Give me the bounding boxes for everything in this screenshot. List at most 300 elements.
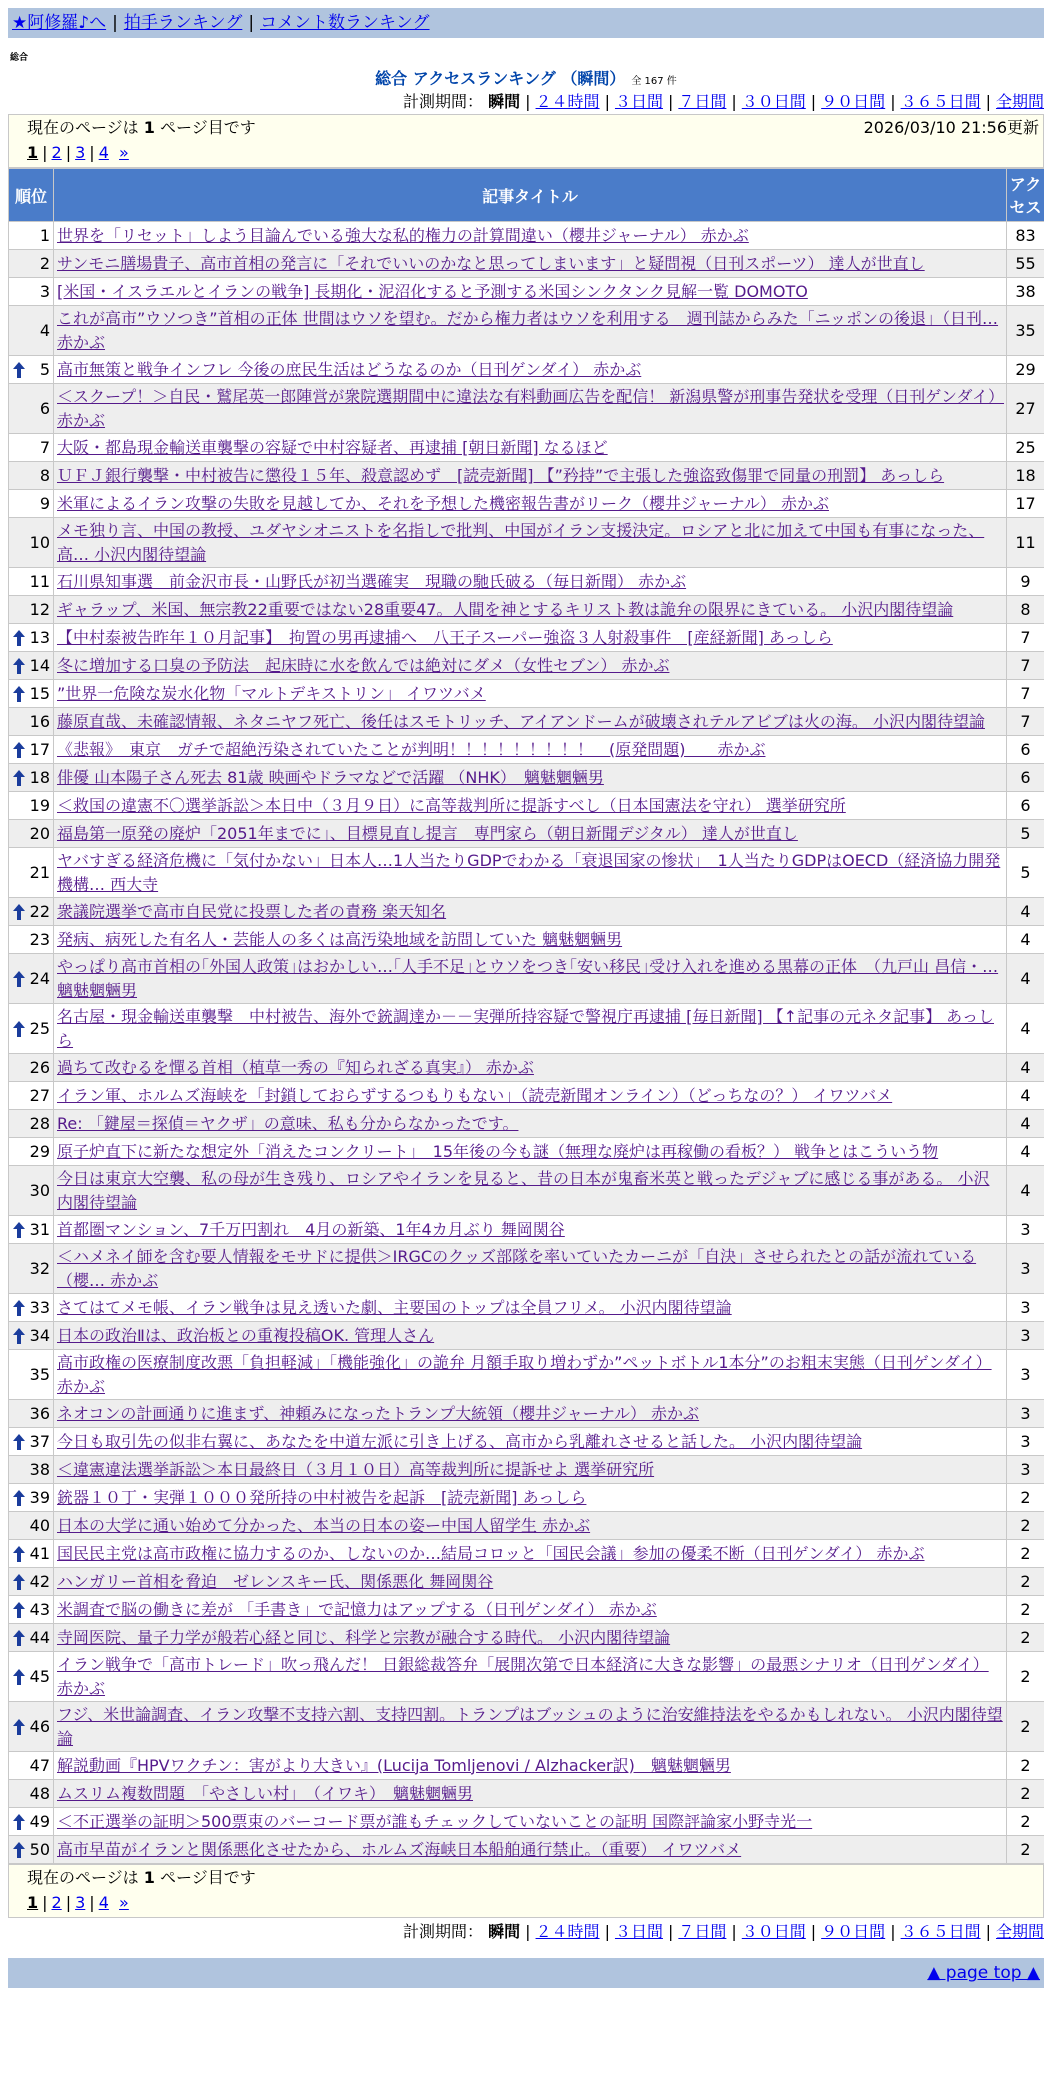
rank-up-arrow-icon: [12, 685, 26, 703]
rank-cell: [9, 680, 54, 708]
top-nav: [8, 8, 1044, 38]
rank-cell: [9, 1110, 54, 1138]
rank-number: 41: [30, 1544, 50, 1563]
period-option-all[interactable]: 全期間: [996, 1922, 1044, 1941]
article-title-link[interactable]: 高市無策と戦争インフレ 今後の庶民生活はどうなるのか（日刊ゲンダイ） 赤かぶ: [57, 360, 641, 379]
period-option-30d[interactable]: ３０日間: [742, 1922, 806, 1941]
rank-number: 36: [30, 1404, 50, 1423]
rank-cell: [9, 1836, 54, 1864]
table-row: [9, 1244, 1044, 1294]
table-row: [9, 222, 1044, 250]
period-option-7d[interactable]: ７日間: [678, 92, 726, 111]
article-title-link[interactable]: 高市政権の医療制度改悪「負担軽減」「機能強化」の詭弁 月額手取り増わずか”ペットボトル1本分”のお粗末実態（日刊ゲンダイ） 赤かぶ: [57, 1353, 992, 1396]
period-label: 計測期間：: [403, 1922, 483, 1941]
rank-cell: [9, 926, 54, 954]
article-title-link[interactable]: メモ独り言、中国の教授、ユダヤシオニストを名指しで批判、中国がイラン支援決定。ロシアと北に加えて中国も有事になった、高… 小沢内閣待望論: [57, 521, 984, 564]
footer-bar: [8, 1958, 1044, 1988]
page-link-4[interactable]: 4: [99, 143, 109, 162]
rank-cell: [9, 596, 54, 624]
rank-number: 10: [30, 533, 50, 552]
rank-number: 37: [30, 1432, 50, 1451]
page-link-4[interactable]: 4: [99, 1893, 109, 1912]
article-title-link[interactable]: 俳優 山本陽子さん死去 81歳 映画やドラマなどで活躍 （NHK） 魑魅魍魎男: [57, 768, 604, 787]
article-title-link[interactable]: 今日も取引先の似非右翼に、あなたを中道左派に引き上げる、高市から乳離れさせると話した。 小沢内閣待望論: [57, 1432, 862, 1451]
rank-number: 19: [30, 796, 50, 815]
access-count: 4: [1007, 1004, 1044, 1054]
table-row: [9, 462, 1044, 490]
access-count: 4: [1007, 1054, 1044, 1082]
table-row: [9, 1004, 1044, 1054]
table-row: [9, 1322, 1044, 1350]
article-title-link[interactable]: 米軍によるイラン攻撃の失敗を見越してか、それを予想した機密報告書がリーク（櫻井ジャーナル） 赤かぶ: [57, 494, 829, 513]
access-count: 5: [1007, 820, 1044, 848]
article-title-link[interactable]: ムスリム複数問題 「やさしい村」 （イワキ） 魑魅魍魎男: [57, 1784, 473, 1803]
rank-number: 27: [30, 1086, 50, 1105]
article-title-link[interactable]: ＵＦＪ銀行襲撃・中村被告に懲役１５年、殺意認めず [読売新聞] 【”矜持”で主張した強盗致傷罪で同量の刑罰】 あっしら: [57, 466, 944, 485]
rank-cell: [9, 736, 54, 764]
table-row: [9, 1652, 1044, 1702]
access-count: 3: [1007, 1294, 1044, 1322]
table-row: [9, 356, 1044, 384]
rank-cell: [9, 652, 54, 680]
table-row: [9, 1484, 1044, 1512]
rank-up-arrow-icon: [12, 1573, 26, 1591]
article-title-link[interactable]: ＜不正選挙の証明＞500票束のバーコード票が誰もチェックしていないことの証明 国際評論家小野寺光一: [57, 1812, 812, 1831]
article-title-link[interactable]: 寺岡医院、量子力学が般若心経と同じ、科学と宗教が融合する時代。 小沢内閣待望論: [57, 1628, 670, 1647]
rank-cell: [9, 1702, 54, 1752]
rank-cell: [9, 898, 54, 926]
rank-cell: [9, 490, 54, 518]
table-row: [9, 1110, 1044, 1138]
article-title-link[interactable]: ＜スクープ！＞自民・鷲尾英一郎陣営が衆院選期間中に違法な有料動画広告を配信！ 新潟県警が刑事告発状を受理（日刊ゲンダイ） 赤かぶ: [57, 387, 1004, 430]
access-count: 4: [1007, 954, 1044, 1004]
title-cell: [54, 1004, 1007, 1054]
heading: [8, 68, 1044, 90]
page: [8, 8, 1044, 1988]
rank-cell: [9, 384, 54, 434]
access-count: 8: [1007, 596, 1044, 624]
nav-link-comment-ranking[interactable]: コメント数ランキング: [260, 13, 430, 33]
rank-cell: [9, 306, 54, 356]
access-count: 3: [1007, 1322, 1044, 1350]
access-count: 7: [1007, 680, 1044, 708]
category-label: 総合: [10, 50, 1044, 62]
rank-number: 46: [30, 1717, 50, 1736]
rank-cell: [9, 708, 54, 736]
period-selector-top: 計測期間： 瞬間 | ２４時間 | ３日間 | ７日間 | ３０日間 | ９０日間 | ３６５日間 | 全期間: [8, 90, 1044, 114]
article-title-link[interactable]: 大阪・都島現金輸送車襲撃の容疑で中村容疑者、再逮捕 [朝日新聞] なるほど: [57, 438, 608, 457]
table-row: [9, 624, 1044, 652]
title-cell: [54, 764, 1007, 792]
title-cell: [54, 1400, 1007, 1428]
rank-number: 35: [30, 1365, 50, 1384]
access-count: 6: [1007, 792, 1044, 820]
title-cell: [54, 736, 1007, 764]
table-row: [9, 250, 1044, 278]
period-label: 計測期間：: [403, 92, 483, 111]
period-option-24h[interactable]: ２４時間: [536, 92, 600, 111]
title-cell: [54, 820, 1007, 848]
page-next[interactable]: »: [119, 143, 129, 162]
rank-cell: [9, 1540, 54, 1568]
rank-up-arrow-icon: [12, 1489, 26, 1507]
table-row: [9, 764, 1044, 792]
access-count: 7: [1007, 708, 1044, 736]
rank-number: 42: [30, 1572, 50, 1591]
rank-number: 48: [30, 1784, 50, 1803]
rank-cell: [9, 1624, 54, 1652]
rank-cell: [9, 1166, 54, 1216]
rank-number: 26: [30, 1058, 50, 1077]
article-title-link[interactable]: ”世界一危険な炭水化物「マルトデキストリン」 イワツバメ: [57, 684, 486, 703]
table-row: [9, 1752, 1044, 1780]
table-row: [9, 490, 1044, 518]
article-title-link[interactable]: 福島第一原発の廃炉「2051年までに」、目標見直し提言 専門家ら（朝日新聞デジタル） 達人が世直し: [57, 824, 798, 843]
title-cell: [54, 1752, 1007, 1780]
article-title-link[interactable]: 銃器１０丁・実弾１０００発所持の中村被告を起訴 [読売新聞] あっしら: [57, 1488, 586, 1507]
table-row: [9, 1138, 1044, 1166]
rank-number: 34: [30, 1326, 50, 1345]
table-row: [9, 596, 1044, 624]
rank-cell: [9, 434, 54, 462]
access-count: 55: [1007, 250, 1044, 278]
access-count: 5: [1007, 848, 1044, 898]
total-count: 全 167 件: [631, 76, 676, 87]
article-title-link[interactable]: 高市早苗がイランと関係悪化させたから、ホルムズ海峡日本船舶通行禁止。（重要） イワツバメ: [57, 1840, 741, 1859]
article-title-link[interactable]: これが高市”ウソつき”首相の正体 世間はウソを望む。だから権力者はウソを利用する 週刊誌からみた「ニッポンの後退」（日刊… 赤かぶ: [57, 309, 998, 352]
article-title-link[interactable]: 解説動画『HPVワクチン：害がより大きい』(Lucija Tomljenovi / Alzhacker訳) 魑魅魍魎男: [57, 1756, 731, 1775]
page-link-2[interactable]: 2: [52, 143, 62, 162]
rank-number: 32: [30, 1259, 50, 1278]
access-count: 2: [1007, 1568, 1044, 1596]
col-header-access: アクセス: [1007, 169, 1044, 222]
rank-number: 9: [40, 494, 50, 513]
rank-cell: [9, 1082, 54, 1110]
page-current: 1: [27, 143, 38, 162]
period-option-365d[interactable]: ３６５日間: [901, 92, 981, 111]
article-title-link[interactable]: さてはてメモ帳、イラン戦争は見え透いた劇、主要国のトップは全員フリメ。 小沢内閣待望論: [57, 1298, 732, 1317]
rank-up-arrow-icon: [12, 629, 26, 647]
title-cell: [54, 1082, 1007, 1110]
article-title-link[interactable]: ヤバすぎる経済危機に「気付かない」日本人…1人当たりGDPでわかる「衰退国家の惨状」 1人当たりGDPはOECD（経済協力開発機構… 西大寺: [57, 851, 1000, 894]
table-row: [9, 708, 1044, 736]
nav-link-asyura[interactable]: ★阿修羅♪へ: [12, 13, 106, 33]
access-count: 2: [1007, 1596, 1044, 1624]
table-row: [9, 898, 1044, 926]
title-cell: [54, 1624, 1007, 1652]
rank-cell: [9, 1652, 54, 1702]
rank-up-arrow-icon: [12, 1327, 26, 1345]
article-title-link[interactable]: 原子炉直下に新たな想定外「消えたコンクリート」 15年後の今も謎（無理な廃炉は再稼働の看板？） 戦争とはこういう物: [57, 1142, 938, 1161]
access-count: 2: [1007, 1752, 1044, 1780]
article-title-link[interactable]: 米調査で脳の働きに差が 「手書き」で記憶力はアップする（日刊ゲンダイ） 赤かぶ: [57, 1600, 657, 1619]
rank-up-arrow-icon: [12, 970, 26, 988]
period-option-3d[interactable]: ３日間: [615, 1922, 663, 1941]
title-cell: [54, 384, 1007, 434]
access-count: 3: [1007, 1244, 1044, 1294]
title-cell: [54, 434, 1007, 462]
rank-number: 16: [30, 712, 50, 731]
article-title-link[interactable]: [米国・イスラエルとイランの戦争] 長期化・泥沼化すると予測する米国シンクタンク見解一覧 DOMOTO: [57, 282, 808, 301]
title-cell: [54, 222, 1007, 250]
title-cell: [54, 1428, 1007, 1456]
page-title: 総合 アクセスランキング （瞬間）: [375, 69, 625, 88]
rank-number: 5: [40, 360, 50, 379]
title-cell: [54, 1294, 1007, 1322]
period-option-7d[interactable]: ７日間: [678, 1922, 726, 1941]
page-status: 現在のページは 1 ページ目です: [27, 1865, 1043, 1891]
page-link-2[interactable]: 2: [52, 1893, 62, 1912]
access-count: 3: [1007, 1216, 1044, 1244]
rank-number: 18: [30, 768, 50, 787]
article-title-link[interactable]: フジ、米世論調査、イラン攻撃不支持六割、支持四割。トランプはブッシュのように治安維持法をやるかもしれない。 小沢内閣待望論: [57, 1705, 1003, 1748]
title-cell: [54, 624, 1007, 652]
article-title-link[interactable]: 発病、病死した有名人・芸能人の多くは高汚染地域を訪問していた 魑魅魍魎男: [57, 930, 622, 949]
table-row: [9, 1166, 1044, 1216]
rank-number: 40: [30, 1516, 50, 1535]
article-title-link[interactable]: ＜違憲違法選挙訴訟＞本日最終日（３月１０日）高等裁判所に提訴せよ 選挙研究所: [57, 1460, 654, 1479]
rank-cell: [9, 848, 54, 898]
rank-up-arrow-icon: [12, 1841, 26, 1859]
table-row: [9, 518, 1044, 568]
access-count: 25: [1007, 434, 1044, 462]
access-count: 2: [1007, 1624, 1044, 1652]
rank-number: 28: [30, 1114, 50, 1133]
title-cell: [54, 462, 1007, 490]
page-links: 1 | 2 | 3 | 4 »: [27, 141, 1031, 167]
access-count: 35: [1007, 306, 1044, 356]
title-cell: [54, 1540, 1007, 1568]
rank-up-arrow-icon: [12, 1629, 26, 1647]
access-count: 2: [1007, 1702, 1044, 1752]
col-header-rank: 順位: [9, 169, 54, 222]
rank-number: 6: [40, 399, 50, 418]
col-header-title: 記事タイトル: [54, 169, 1007, 222]
title-cell: [54, 1216, 1007, 1244]
page-status: 現在のページは 1 ページ目です: [27, 115, 1031, 141]
rank-number: 43: [30, 1600, 50, 1619]
title-cell: [54, 1244, 1007, 1294]
nav-separator: |: [106, 13, 124, 33]
access-count: 7: [1007, 624, 1044, 652]
rank-cell: [9, 1004, 54, 1054]
access-count: 17: [1007, 490, 1044, 518]
access-count: 18: [1007, 462, 1044, 490]
rank-cell: [9, 518, 54, 568]
period-option-90d[interactable]: ９０日間: [821, 1922, 885, 1941]
access-count: 38: [1007, 278, 1044, 306]
page-link-3[interactable]: 3: [75, 143, 85, 162]
rank-cell: [9, 1752, 54, 1780]
access-count: 4: [1007, 898, 1044, 926]
rank-number: 23: [30, 930, 50, 949]
title-cell: [54, 1138, 1007, 1166]
rank-number: 39: [30, 1488, 50, 1507]
article-title-link[interactable]: 日本の大学に通い始めて分かった、本当の日本の姿ー中国人留学生 赤かぶ: [57, 1516, 590, 1535]
title-cell: [54, 1780, 1007, 1808]
rank-cell: [9, 1808, 54, 1836]
table-row: [9, 1428, 1044, 1456]
article-title-link[interactable]: 藤原直哉、未確認情報、ネタニヤフ死亡、後任はスモトリッチ、アイアンドームが破壊されテルアビブは火の海。 小沢内閣待望論: [57, 712, 985, 731]
table-row: [9, 278, 1044, 306]
period-option-24h[interactable]: ２４時間: [536, 1922, 600, 1941]
title-cell: [54, 278, 1007, 306]
article-title-link[interactable]: 日本の政治Ⅱは、政治板との重複投稿OK. 管理人さん: [57, 1326, 434, 1345]
title-cell: [54, 306, 1007, 356]
rank-up-arrow-icon: [12, 1718, 26, 1736]
access-count: 83: [1007, 222, 1044, 250]
rank-cell: [9, 1294, 54, 1322]
rank-number: 25: [30, 1019, 50, 1038]
nav-separator: |: [242, 13, 260, 33]
article-title-link[interactable]: イラン戦争で「高市トレード」吹っ飛んだ！ 日銀総裁答弁「展開次第で日本経済に大きな影響」の最悪シナリオ（日刊ゲンダイ） 赤かぶ: [57, 1655, 989, 1698]
access-count: 3: [1007, 1428, 1044, 1456]
title-cell: [54, 490, 1007, 518]
page-next[interactable]: »: [119, 1893, 129, 1912]
period-option-90d[interactable]: ９０日間: [821, 92, 885, 111]
article-title-link[interactable]: 世界を「リセット」しよう目論んでいる強大な私的権力の計算間違い（櫻井ジャーナル） 赤かぶ: [57, 226, 749, 245]
table-row: [9, 1624, 1044, 1652]
rank-up-arrow-icon: [12, 1545, 26, 1563]
rank-number: 13: [30, 628, 50, 647]
rank-up-arrow-icon: [12, 1601, 26, 1619]
period-option-365d[interactable]: ３６５日間: [901, 1922, 981, 1941]
rank-cell: [9, 568, 54, 596]
article-title-link[interactable]: イラン軍、ホルムズ海峡を「封鎖しておらずするつもりもない」（読売新聞オンライン）（どっちなの？） イワツバメ: [57, 1086, 892, 1105]
access-count: 4: [1007, 1110, 1044, 1138]
table-row: [9, 384, 1044, 434]
article-title-link[interactable]: 首都圏マンション、7千万円割れ 4月の新築、1年4カ月ぶり 舞岡関谷: [57, 1220, 565, 1239]
rank-number: 31: [30, 1220, 50, 1239]
title-cell: [54, 792, 1007, 820]
title-cell: [54, 1808, 1007, 1836]
rank-cell: [9, 1512, 54, 1540]
title-cell: [54, 898, 1007, 926]
rank-cell: [9, 1138, 54, 1166]
title-cell: [54, 1110, 1007, 1138]
article-title-link[interactable]: ギャラップ、米国、無宗教22重要ではない28重要47。人間を神とするキリスト教は詭弁の限界にきている。 小沢内閣待望論: [57, 600, 953, 619]
page-top-link[interactable]: ▲ page top ▲: [927, 1963, 1040, 1983]
article-title-link[interactable]: やっぱり高市首相の｢外国人政策｣はおかしい…｢人手不足｣とウソをつき｢安い移民｣受け入れを進める黒幕の正体 （九戸山 昌信・… 魑魅魍魎男: [57, 957, 998, 1000]
table-row: [9, 568, 1044, 596]
title-cell: [54, 1456, 1007, 1484]
rank-cell: [9, 250, 54, 278]
period-option-30d[interactable]: ３０日間: [742, 92, 806, 111]
article-title-link[interactable]: Re: 「鍵屋＝探偵＝ヤクザ」の意味、私も分からなかったです。: [57, 1114, 518, 1133]
updated-timestamp: 2026/03/10 21:56更新: [864, 115, 1039, 141]
table-header-row: [9, 169, 1044, 222]
rank-number: 12: [30, 600, 50, 619]
article-title-link[interactable]: ＜救国の違憲不〇選挙訴訟＞本日中（３月９日）に高等裁判所に提訴すべし（日本国憲法を守れ） 選挙研究所: [57, 796, 846, 815]
title-cell: [54, 926, 1007, 954]
rank-cell: [9, 1596, 54, 1624]
access-count: 6: [1007, 764, 1044, 792]
title-cell: [54, 1836, 1007, 1864]
article-title-link[interactable]: 衆議院選挙で高市自民党に投票した者の責務 楽天知名: [57, 902, 446, 921]
pager-top: [8, 114, 1044, 168]
rank-number: 7: [40, 438, 50, 457]
title-cell: [54, 1054, 1007, 1082]
access-count: 27: [1007, 384, 1044, 434]
article-title-link[interactable]: 今日は東京大空襲、私の母が生き残り、ロシアやイランを見ると、昔の日本が鬼畜米英と戦ったデジャブに感じる事がある。 小沢内閣待望論: [57, 1169, 989, 1212]
rank-up-arrow-icon: [12, 361, 26, 379]
rank-number: 3: [40, 282, 50, 301]
rank-cell: [9, 1484, 54, 1512]
title-cell: [54, 1652, 1007, 1702]
article-title-link[interactable]: 名古屋・現金輸送車襲撃 中村被告、海外で銃調達か－－実弾所持容疑で警視庁再逮捕 [毎日新聞] 【↑記事の元ネタ記事】 あっしら: [57, 1007, 994, 1050]
rank-number: 24: [30, 969, 50, 988]
table-row: [9, 820, 1044, 848]
rank-number: 45: [30, 1667, 50, 1686]
table-row: [9, 1808, 1044, 1836]
access-count: 2: [1007, 1808, 1044, 1836]
rank-cell: [9, 1568, 54, 1596]
rank-cell: [9, 222, 54, 250]
title-cell: [54, 356, 1007, 384]
rank-number: 20: [30, 824, 50, 843]
rank-up-arrow-icon: [12, 1668, 26, 1686]
rank-up-arrow-icon: [12, 657, 26, 675]
period-option-3d[interactable]: ３日間: [615, 92, 663, 111]
rank-cell: [9, 356, 54, 384]
rank-number: 30: [30, 1181, 50, 1200]
article-title-link[interactable]: 【中村泰被告昨年１０月記事】 拘置の男再逮捕へ 八王子スーパー強盗３人射殺事件 [産経新聞] あっしら: [57, 628, 833, 647]
table-row: [9, 652, 1044, 680]
access-count: 4: [1007, 926, 1044, 954]
article-title-link[interactable]: 過ちて改むるを憚る首相（植草一秀の『知られざる真実』） 赤かぶ: [57, 1058, 534, 1077]
table-row: [9, 792, 1044, 820]
table-row: [9, 434, 1044, 462]
article-title-link[interactable]: サンモニ膳場貴子、高市首相の発言に「それでいいのかなと思ってしまいます」と疑問視（日刊スポーツ） 達人が世直し: [57, 254, 925, 273]
article-title-link[interactable]: ＜ハメネイ師を含む要人情報をモサドに提供＞IRGCのクッズ部隊を率いていたカーニが「自決」させられたとの話が流れている（櫻… 赤かぶ: [57, 1247, 976, 1290]
rank-up-arrow-icon: [12, 1433, 26, 1451]
access-count: 2: [1007, 1652, 1044, 1702]
table-row: [9, 954, 1044, 1004]
title-cell: [54, 1702, 1007, 1752]
rank-cell: [9, 278, 54, 306]
article-title-link[interactable]: 《悲報》 東京 ガチで超絶汚染されていたことが判明！！！！！！！！！ (原発問題) 赤かぶ: [57, 740, 766, 759]
rank-up-arrow-icon: [12, 1813, 26, 1831]
table-row: [9, 1568, 1044, 1596]
access-count: 2: [1007, 1836, 1044, 1864]
title-cell: [54, 1596, 1007, 1624]
access-count: 3: [1007, 1350, 1044, 1400]
rank-number: 4: [40, 321, 50, 340]
rank-number: 50: [30, 1840, 50, 1859]
page-link-3[interactable]: 3: [75, 1893, 85, 1912]
title-cell: [54, 708, 1007, 736]
article-title-link[interactable]: ハンガリー首相を脅迫 ゼレンスキー氏、関係悪化 舞岡関谷: [57, 1572, 493, 1591]
table-row: [9, 1216, 1044, 1244]
access-count: 3: [1007, 1456, 1044, 1484]
article-title-link[interactable]: ネオコンの計画通りに進まず、神頼みになったトランプ大統領（櫻井ジャーナル） 赤かぶ: [57, 1404, 699, 1423]
period-option-all[interactable]: 全期間: [996, 92, 1044, 111]
title-cell: [54, 1568, 1007, 1596]
table-row: [9, 1294, 1044, 1322]
nav-link-clap-ranking[interactable]: 拍手ランキング: [124, 13, 243, 33]
access-count: 29: [1007, 356, 1044, 384]
article-title-link[interactable]: 石川県知事選 前金沢市長・山野氏が初当選確実 現職の馳氏破る（毎日新聞） 赤かぶ: [57, 572, 686, 591]
title-cell: [54, 1512, 1007, 1540]
article-title-link[interactable]: 冬に増加する口臭の予防法 起床時に水を飲んでは絶対にダメ（女性セブン） 赤かぶ: [57, 656, 669, 675]
article-title-link[interactable]: 国民民主党は高市政権に協力するのか、しないのか…結局コロッと「国民会議」参加の優柔不断（日刊ゲンダイ） 赤かぶ: [57, 1544, 925, 1563]
rank-cell: [9, 954, 54, 1004]
access-count: 7: [1007, 652, 1044, 680]
access-count: 3: [1007, 1400, 1044, 1428]
rank-cell: [9, 1428, 54, 1456]
title-cell: [54, 250, 1007, 278]
rank-cell: [9, 1456, 54, 1484]
